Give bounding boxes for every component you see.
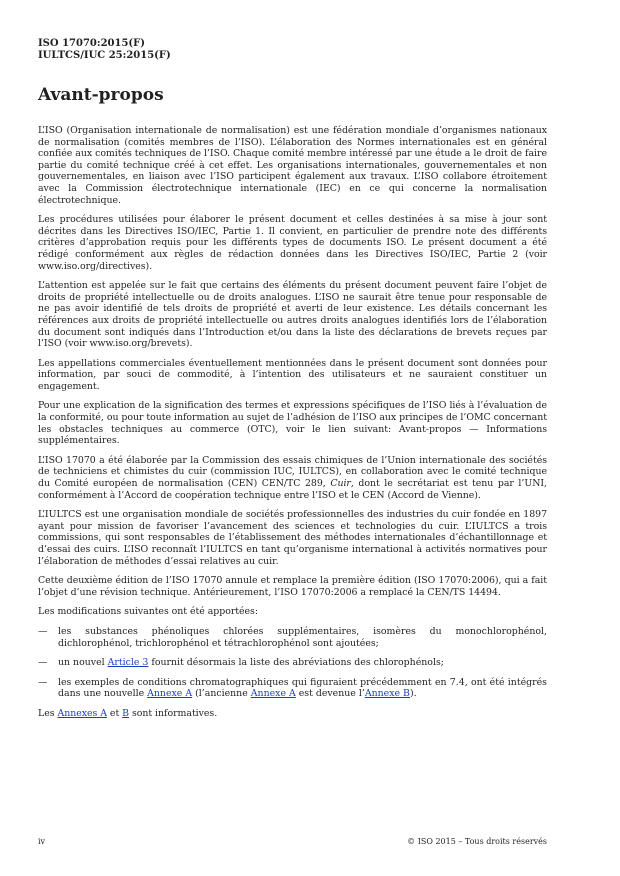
collab-text-1: L’ISO 17070 a été élaborée par la Commission des essais chimiques de l’Union internationale des sociétés de techniciens et chimistes du cuir (commission IUC, IULTCS), en collaboration avec le comité technique du Comité européen de normalisation (CEN) CEN/TC 289,: [38, 454, 547, 490]
page-number: iv: [38, 837, 46, 846]
page-title: Avant-propos: [38, 85, 164, 105]
list-item-text-part: est devenue l’: [295, 688, 365, 700]
list-item-text-part: (l’ancienne: [192, 688, 251, 700]
list-item-text-part: fournit désormais la liste des abréviations des chlorophénols;: [148, 657, 444, 669]
list-item-text-part: un nouvel: [58, 657, 108, 669]
paragraph-iso-intro: L’ISO (Organisation internationale de normalisation) est une fédération mondiale d’organismes nationaux de normalisation (comités membres de l’ISO). L’élaboration des Normes internationales est en général confiée aux comités techniques de l’ISO. Chaque comité membre intéressé par une étude a le droit de faire partie du comité technique créé à cet effet. Les organisations internationales, gouvernementales et non gouvernementales, en liaison avec l’ISO participent également aux travaux. L’ISO collabore étroitement avec la Commission électrotechnique internationale (IEC) en ce qui concerne la normalisation électrotechnique.: [38, 125, 547, 206]
paragraph-collaboration: [38, 455, 547, 501]
list-item-text: [58, 677, 547, 700]
list-item: [38, 677, 547, 700]
list-dash: —: [38, 625, 48, 637]
link-annexe-b-closing[interactable]: B: [122, 707, 129, 719]
paragraph-closing: [38, 708, 547, 720]
paragraph-procedures: Les procédures utilisées pour élaborer le présent document et celles destinées à sa mise à jour sont décrites dans les Directives ISO/IEC, Partie 1. Il convient, en particulier de prendre note des différents critères d’approbation requis pour les différents types de documents ISO. Le présent document a été rédigé conformément aux règles de rédaction données dans les Directives ISO/IEC, Partie 2 (voir www.iso.org/directives).: [38, 214, 547, 272]
list-item: [38, 626, 547, 649]
list-item-text-part: ).: [409, 688, 417, 700]
list-item: [38, 657, 547, 669]
standard-number: ISO 17070:2015(F): [38, 38, 145, 49]
link-annexe-b[interactable]: Annexe B: [364, 688, 410, 700]
paragraph-changes-intro: Les modifications suivantes ont été apportées:: [38, 606, 258, 618]
link-annexes-a[interactable]: Annexes A: [57, 707, 107, 719]
list-dash: —: [38, 676, 48, 688]
closing-text: Les: [38, 707, 58, 719]
paragraph-conformity: Pour une explication de la signification des termes et expressions spécifiques de l’ISO liés à l’évaluation de la conformité, ou pour toute information au sujet de l’adhésion de l’ISO aux principes de l’OMC concernant les obstacles techniques au commerce (OTC), voir le lien suivant: Avant-propos — Informations supplémentaires.: [38, 400, 547, 447]
page-footer: [38, 837, 547, 847]
closing-text: et: [106, 707, 123, 719]
document-header: [38, 38, 171, 62]
paragraph-iultcs: L’IULTCS est une organisation mondiale de sociétés professionnelles des industries du cuir fondée en 1897 ayant pour mission de favoriser l’avancement des sciences et technologies du cuir. L’IULTCS a trois commissions, qui sont responsables de l’établissement des méthodes internationales d’échantillonnage et d’essai des cuirs. L’ISO reconnaît l’IULTCS en tant qu’organisme international à activités normatives pour l’élaboration de méthodes d’essai relatives au cuir.: [38, 509, 547, 567]
link-annexe-a-old[interactable]: Annexe A: [250, 688, 296, 700]
changes-list: [38, 626, 547, 700]
paragraph-patents: L’attention est appelée sur le fait que certains des éléments du présent document peuvent faire l’objet de droits de propriété intellectuelle ou de droits analogues. L’ISO ne saurait être tenue pour responsable de ne pas avoir identifié de tels droits de propriété et averti de leur existence. Les détails concernant les références aux droits de propriété intellectuelle ou autres droits analogues identifiés lors de l’élaboration du document sont indiqués dans l’Introduction et/ou dans la liste des déclarations de brevets reçues par l’ISO (voir www.iso.org/brevets).: [38, 280, 547, 350]
closing-text: sont informatives.: [129, 707, 218, 719]
copyright: © ISO 2015 – Tous droits réservés: [407, 837, 547, 846]
collab-text-2: , dont le secrétariat est tenu par l’UNI, conformément à l’Accord de coopération technique entre l’ISO et le CEN (Accord de Vienne).: [38, 478, 547, 501]
list-item-text-part: les exemples de conditions chromatographiques qui figuraient précédemment en 7.4, ont été intégrés dans une nouvelle: [58, 676, 547, 700]
collab-italic: Cuir: [330, 478, 351, 490]
paragraph-trade-names: Les appellations commerciales éventuellement mentionnées dans le présent document sont données pour information, par souci de commodité, à l’intention des utilisateurs et ne sauraient constituer un engagement.: [38, 357, 547, 392]
list-item-text: les substances phénoliques chlorées supplémentaires, isomères du monochlorophénol, dichlorophénol, trichlorophénol et tétrachlorophénol sont ajoutées;: [58, 625, 547, 649]
iultcs-number: IULTCS/IUC 25:2015(F): [38, 50, 171, 61]
paragraph-edition: Cette deuxième édition de l’ISO 17070 annule et remplace la première édition (ISO 17070:2006), qui a fait l’objet d’une révision technique. Antérieurement, l’ISO 17070:2006 a remplacé la CEN/TS 14494.: [38, 575, 547, 598]
document-body: [38, 125, 547, 728]
link-annexe-a[interactable]: Annexe A: [147, 688, 193, 700]
list-item-text: [58, 657, 547, 669]
list-dash: —: [38, 657, 48, 669]
link-article-3[interactable]: Article 3: [107, 657, 149, 669]
